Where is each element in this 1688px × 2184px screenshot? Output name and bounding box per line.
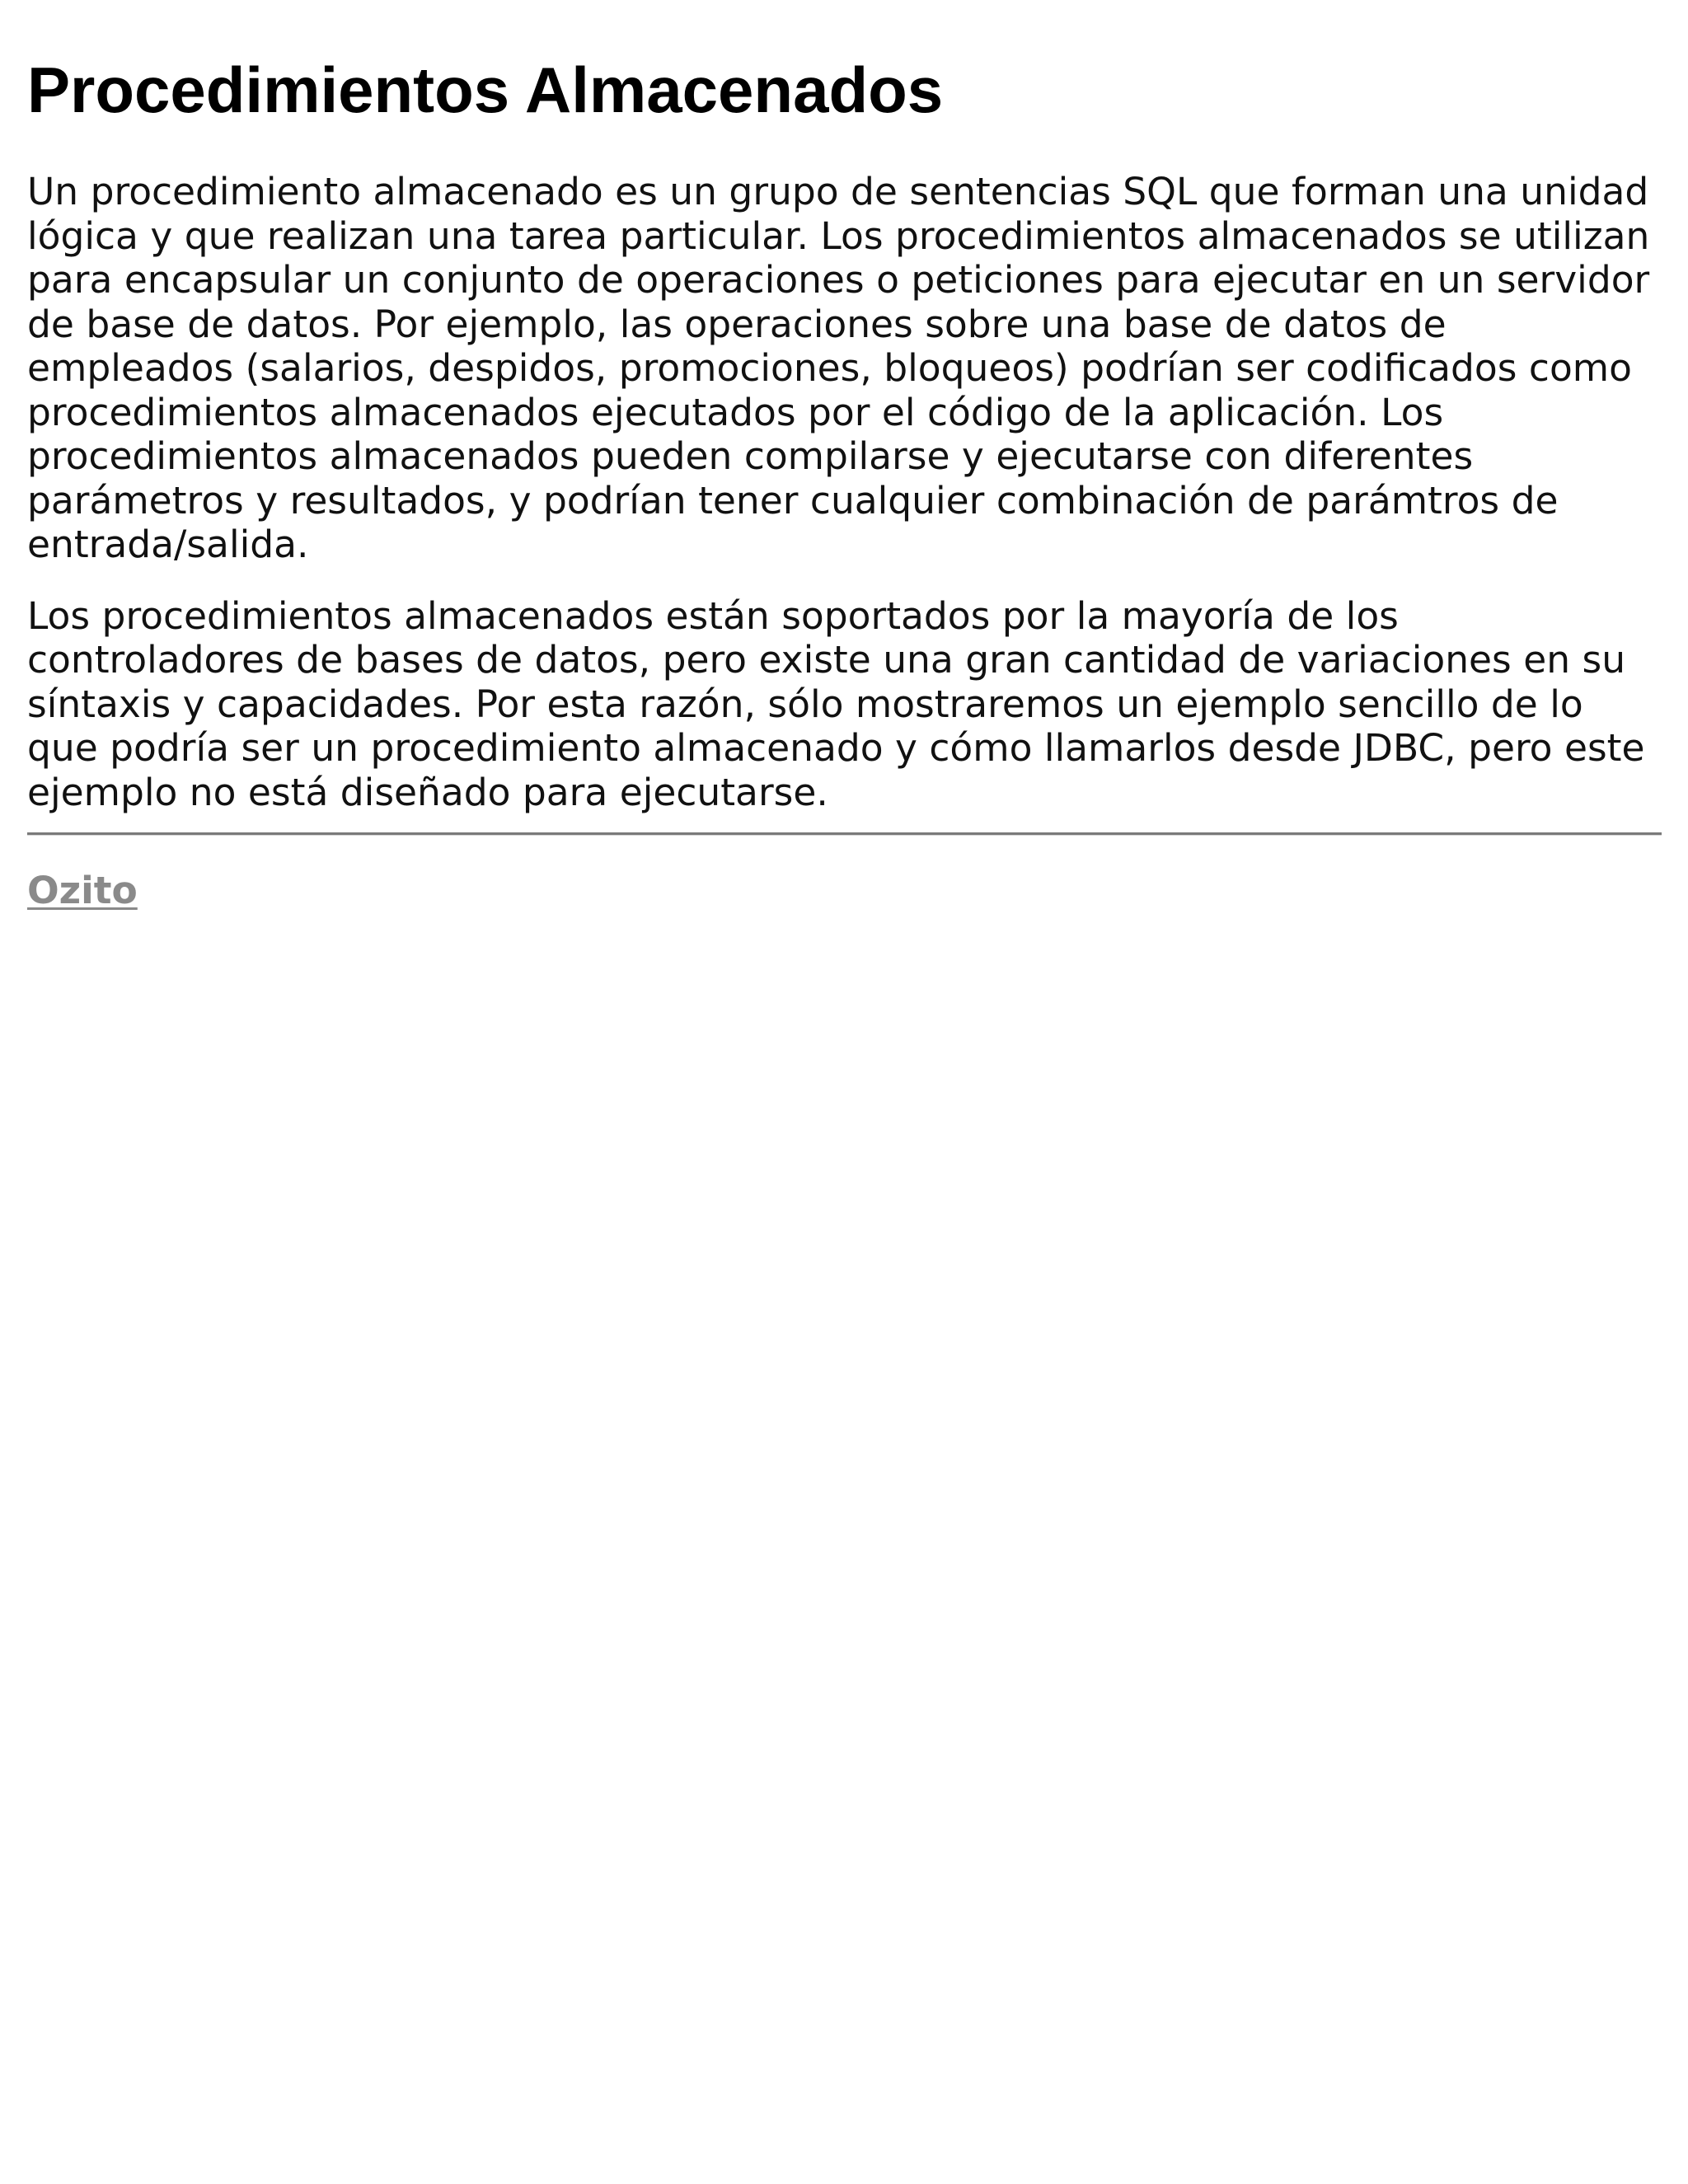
document-page — [27, 0, 1662, 913]
page-title: Procedimientos Almacenados — [27, 54, 944, 126]
footer — [27, 869, 1662, 913]
paragraph-intro: Un procedimiento almacenado es un grupo de sentencias SQL que forman una unidad lógica y que realizan una tarea particular. Los procedimientos almacenados se utilizan para encapsular un conjunto de operaciones o peticiones para ejecutar en un servidor de base de datos. Por ejemplo, las operaciones sobre una base de datos de empleados (salarios, despidos, promociones, bloqueos) podrían ser codificados como procedimientos almacenados ejecutados por el código de la aplicación. Los procedimientos almacenados pueden compilarse y ejecutarse con diferentes parámetros y resultados, y podrían tener cualquier combinación de parámtros de entrada/salida. — [27, 170, 1650, 566]
horizontal-rule — [27, 832, 1662, 836]
article-body — [27, 170, 1662, 814]
ozito-link[interactable]: Ozito — [27, 869, 138, 912]
paragraph-support: Los procedimientos almacenados están soportados por la mayoría de los controladores de bases de datos, pero existe una gran cantidad de variaciones en su síntaxis y capacidades. Por esta razón, sólo mostraremos un ejemplo sencillo de lo que podría ser un procedimiento almacenado y cómo llamarlos desde JDBC, pero este ejemplo no está diseñado para ejecutarse. — [27, 593, 1645, 814]
